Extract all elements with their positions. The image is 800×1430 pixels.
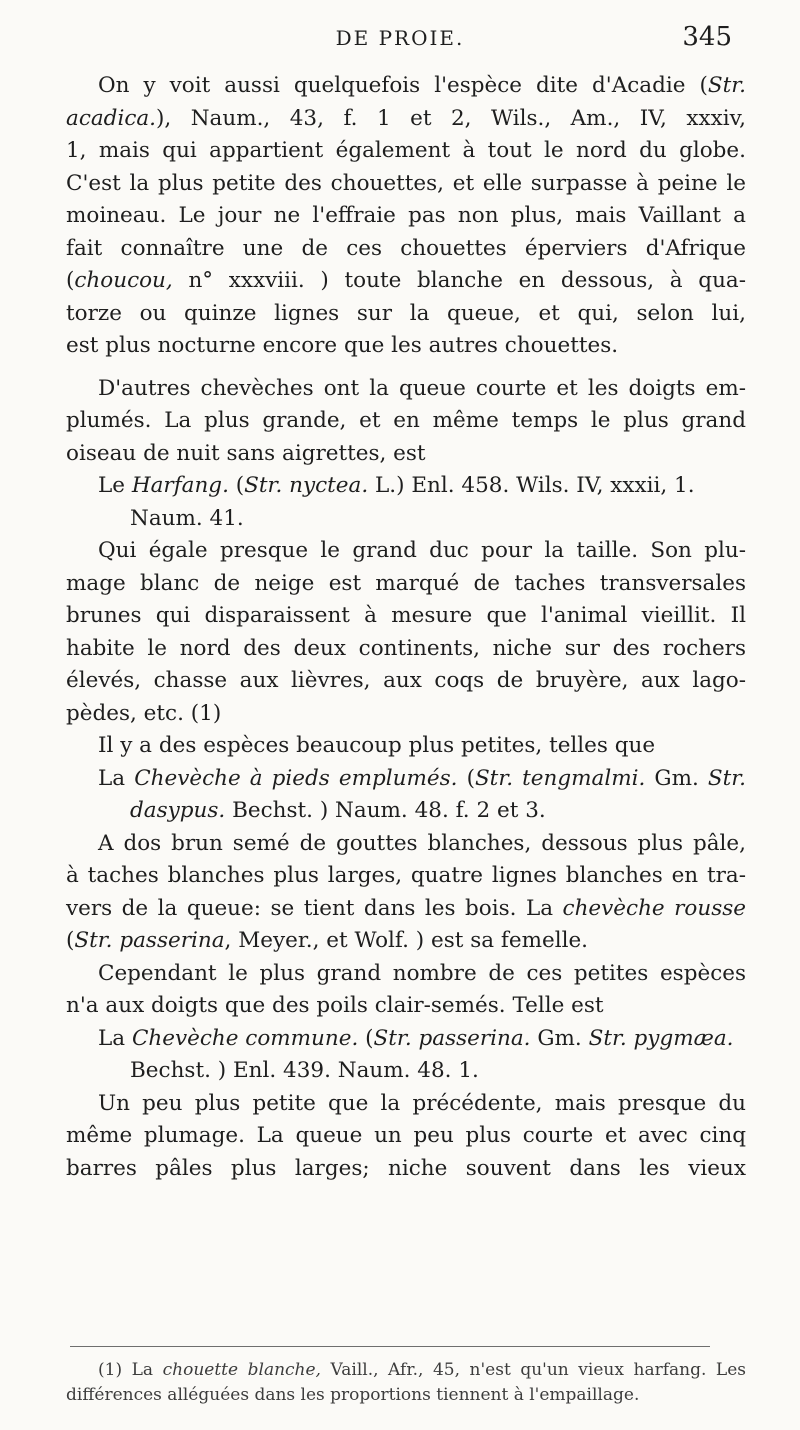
text-line: plumés. La plus grande, et en même temps le plus grand [66,408,746,433]
text-line: torze ou quinze lignes sur la queue, et qui, selon lui, [66,300,746,326]
text-line: D'autres chevèches ont la queue courte et les doigts em- [98,375,746,401]
text-line: même plumage. La queue un peu plus courte et avec cinq [66,1123,746,1148]
text-line: Il y a des espèces beaucoup plus petites, telles que [98,733,656,758]
text-line: vers de la queue: se tient dans les bois. La chevèche rousse [66,895,746,921]
text-line: à taches blanches plus larges, quatre lignes blanches en tra- [66,863,746,888]
footnote-line: (1) La chouette blanche, Vaill., Afr., 45, n'est qu'un vieux harfang. Les [98,1360,747,1380]
page-body [66,70,746,1185]
text-line: Cependant le plus grand nombre de ces petites espèces [98,960,746,986]
text-line: moineau. Le jour ne l'effraie pas non plus, mais Vaillant a [66,203,746,228]
text-line: (choucou, n° xxxviii. ) toute blanche en dessous, à qua- [66,268,746,293]
text-line: n'a aux doigts que des poils clair-semés. Telle est [66,993,604,1018]
page-number: 345 [682,22,732,52]
page-header [40,20,760,60]
text-line: La Chevèche commune. (Str. passerina. Gm. Str. pygmæa. [98,1025,734,1051]
paragraph-acadia [66,70,746,363]
paragraph-cheveche-commune-description [66,1088,746,1186]
text-line: A dos brun semé de gouttes blanches, dessous plus pâle, [98,830,746,856]
footnote-rule [70,1346,710,1347]
text-line: acadica.), Naum., 43, f. 1 et 2, Wils., Am., IV, xxxiv, [66,105,746,131]
paragraph-chevechesintro [66,373,746,471]
text-line: barres pâles plus larges; niche souvent dans les vieux [66,1155,746,1181]
text-line: Naum. 41. [130,505,244,531]
text-line: Le Harfang. (Str. nyctea. L.) Enl. 458. Wils. IV, xxxii, 1. [98,473,695,498]
text-line: Un peu plus petite que la précédente, mais presque du [98,1090,746,1116]
running-head: DE PROIE. [335,26,465,50]
text-line: C'est la plus petite des chouettes, et elle surpasse à peine le [66,170,746,196]
paragraph-cheveche-emplumes-description [66,828,746,1023]
paragraph-harfang-description [66,535,746,763]
text-line: Bechst. ) Enl. 439. Naum. 48. 1. [130,1058,479,1083]
text-line: élevés, chasse aux lièvres, aux coqs de bruyère, aux lago- [66,668,746,693]
text-line: pèdes, etc. (1) [66,700,222,726]
text-line: La Chevèche à pieds emplumés. (Str. tengmalmi. Gm. Str. [98,765,746,791]
footnote [66,1358,746,1408]
text-line: dasypus. Bechst. ) Naum. 48. f. 2 et 3. [130,798,546,823]
footnote-line: différences alléguées dans les proportions tiennent à l'empaillage. [66,1385,640,1405]
text-line: (Str. passerina, Meyer., et Wolf. ) est sa femelle. [66,928,588,953]
text-line: oiseau de nuit sans aigrettes, est [66,440,426,466]
entry-cheveche-emplumes [66,763,746,828]
entry-cheveche-commune [66,1023,746,1088]
text-line: est plus nocturne encore que les autres chouettes. [66,333,619,358]
text-line: fait connaître une de ces chouettes éperviers d'Afrique [66,235,746,261]
text-line: habite le nord des deux continents, niche sur des rochers [66,635,746,661]
text-line: mage blanc de neige est marqué de taches transversales [66,570,746,596]
entry-harfang [66,470,746,535]
text-line: brunes qui disparaissent à mesure que l'animal vieillit. Il [66,603,746,628]
text-line: Qui égale presque le grand duc pour la taille. Son plu- [98,538,746,563]
text-line: On y voit aussi quelquefois l'espèce dite d'Acadie (Str. [98,73,746,98]
text-line: 1, mais qui appartient également à tout le nord du globe. [66,138,746,163]
